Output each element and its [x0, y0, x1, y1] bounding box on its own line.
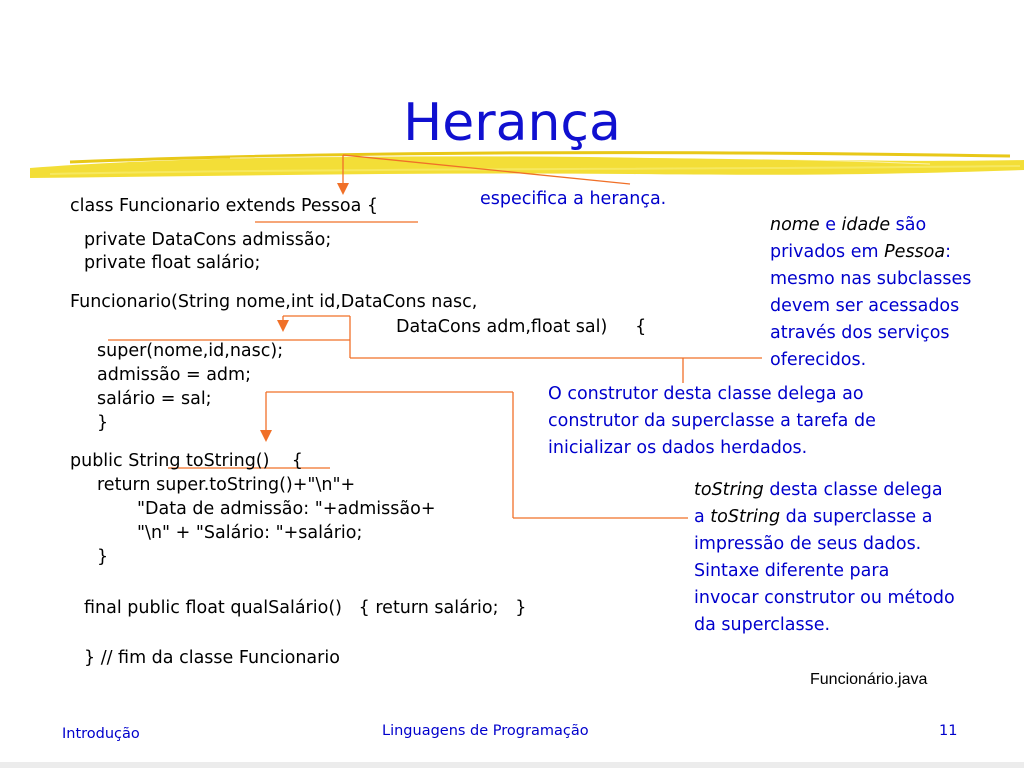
code-line-qualsalario: final public float qualSalário() { return salário; } — [84, 598, 527, 618]
footer-page-number: 11 — [939, 723, 958, 739]
code-line-class-end: } // fim da classe Funcionario — [84, 648, 340, 668]
code-line-constructor-signature: Funcionario(String nome,int id,DataCons nasc, — [70, 292, 478, 312]
annotation-inheritance: especifica a herança. — [480, 189, 667, 209]
file-name-label: Funcionário.java — [810, 671, 928, 688]
annotation-constructor: O construtor desta classe delega ao construtor da superclasse a tarefa de inicializar os dados herdados. — [548, 384, 876, 458]
code-line-field-admissao: private DataCons admissão; — [84, 230, 332, 250]
annotation-word-idade: idade — [841, 215, 891, 235]
code-line-tostring-close: } — [97, 547, 109, 567]
footer-section-label: Introdução — [62, 726, 140, 742]
annotation-word-pessoa: Pessoa — [884, 242, 946, 262]
annotation-word-tostring-super: toString — [710, 507, 781, 527]
annotation-tostring: toString desta classe delega a toString da superclasse a impressão de seus dados. Sintaxe diferente para invocar construtor ou método da superclasse. — [694, 480, 955, 635]
code-line-return-super: return super.toString()+"\n"+ — [97, 475, 356, 495]
code-line-field-salario: private float salário; — [84, 253, 261, 273]
footer-course-title: Linguagens de Programação — [382, 723, 589, 739]
annotation-word-tostring: toString — [694, 480, 764, 500]
annotation-word-nome: nome — [770, 215, 820, 235]
annotation-private-fields: nome e idade são privados em Pessoa: mesmo nas subclasses devem ser acessados através dos serviços oferecidos. — [770, 215, 972, 370]
slide-title: Herança — [403, 93, 621, 153]
code-line-constructor-params: DataCons adm,float sal) { — [396, 317, 647, 337]
code-line-class-declaration: class Funcionario extends Pessoa { — [70, 196, 379, 216]
code-line-super-call: super(nome,id,nasc); — [97, 341, 284, 361]
code-line-data-admissao: "Data de admissão: "+admissão+ — [137, 499, 436, 519]
code-line-assign-admissao: admissão = adm; — [97, 365, 251, 385]
code-line-tostring-signature: public String toString() { — [70, 451, 303, 471]
footer-bar — [0, 762, 1024, 768]
code-line-salario-concat: "\n" + "Salário: "+salário; — [137, 523, 363, 543]
code-line-constructor-close: } — [97, 413, 109, 433]
code-line-assign-salario: salário = sal; — [97, 389, 212, 409]
